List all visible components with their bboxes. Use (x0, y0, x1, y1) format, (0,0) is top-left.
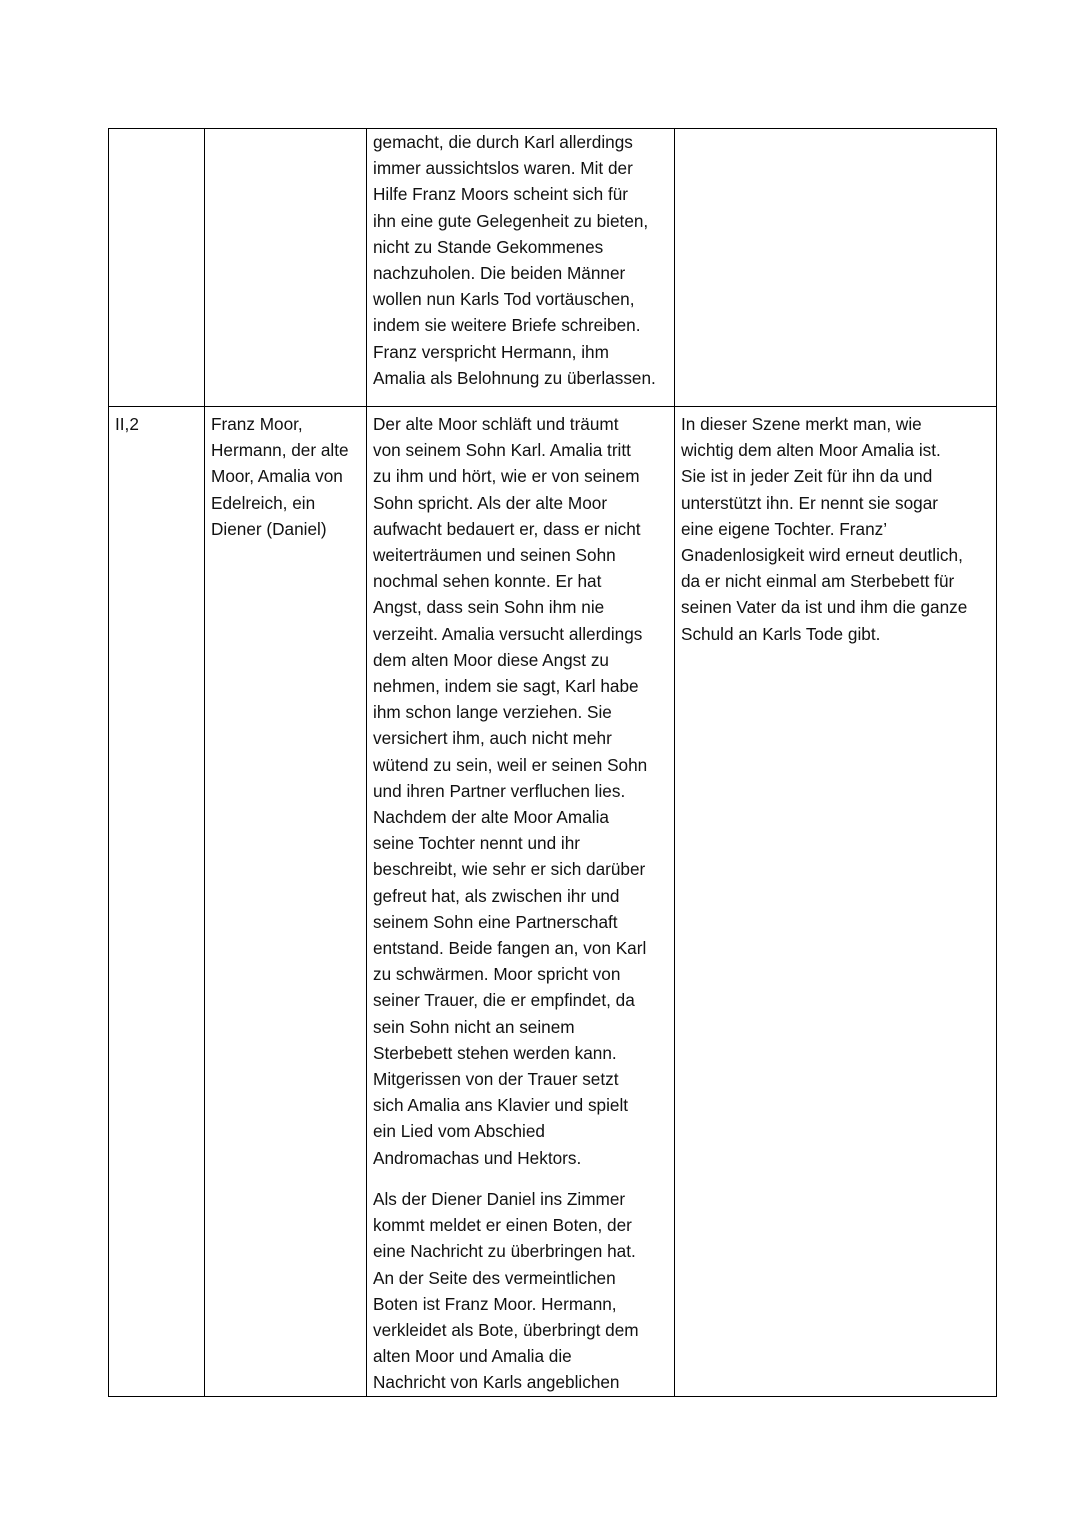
content-cell (367, 407, 675, 1397)
table-row (109, 129, 997, 407)
analysis-cell (675, 407, 997, 1397)
scene-cell (109, 407, 205, 1397)
persons-text: Franz Moor, Hermann, der alte Moor, Amalia von Edelreich, ein Diener (Daniel) (211, 414, 349, 539)
content-paragraph: Als der Diener Daniel ins Zimmer kommt meldet er einen Boten, der eine Nachricht zu überbringen hat. An der Seite des vermeintlichen Boten ist Franz Moor. Hermann, verkleidet als Bote, überbringt dem alten Moor und Amalia die Nachricht von Karls angeblichen (373, 1188, 639, 1393)
analysis-text: In dieser Szene merkt man, wie wichtig dem alten Moor Amalia ist. Sie ist in jeder Zeit für ihn da und unterstützt ihn. Er nennt sie sogar eine eigene Tochter. Franz’ Gnadenlosigkeit wird erneut deutlich, da er nicht einmal am Sterbebett für seinen Vater da ist und ihm die ganze Schuld an Karls Tode gibt. (681, 414, 968, 644)
persons-cell (205, 129, 367, 407)
content-paragraph: Der alte Moor schläft und träumt von seinem Sohn Karl. Amalia tritt zu ihm und hört, wie er von seinem Sohn spricht. Als der alte Moor aufwacht bedauert er, dass er nicht weiterträumen und seinen Sohn nochmal sehen konnte. Er hat Angst, dass sein Sohn ihm nie verzeiht. Amalia versucht allerdings dem alten Moor diese Angst zu nehmen, indem sie sagt, Karl habe ihm schon lange verziehen. Sie versichert ihm, auch nicht mehr wütend zu sein, weil er seinen Sohn und ihren Partner verfluchen lies. Nachdem der alte Moor Amalia seine Tochter nennt und ihr beschreibt, wie sehr er sich darüber gefreut hat, als zwischen ihr und seinem Sohn eine Partnerschaft entstand. Beide fangen an, von Karl zu schwärmen. Moor spricht von seiner Trauer, die er empfindet, da sein Sohn nicht an seinem Sterbebett stehen werden kann. Mitgerissen von der Trauer setzt sich Amalia ans Klavier und spielt ein Lied vom Abschied Andromachas und Hektors. (373, 414, 648, 1168)
content-cell (367, 129, 675, 407)
analysis-cell (675, 129, 997, 407)
scene-summary-table (108, 128, 997, 1397)
scene-cell (109, 129, 205, 407)
content-paragraph: gemacht, die durch Karl allerdings immer aussichtslos waren. Mit der Hilfe Franz Moors scheint sich für ihn eine gute Gelegenheit zu bieten, nicht zu Stande Gekommenes nachzuholen. Die beiden Männer wollen nun Karls Tod vortäuschen, indem sie weitere Briefe schreiben. Franz verspricht Hermann, ihm Amalia als Belohnung zu überlassen. (373, 132, 656, 388)
scene-label: II,2 (115, 414, 139, 434)
table-row (109, 407, 997, 1397)
paragraph-gap (373, 1171, 668, 1186)
persons-cell (205, 407, 367, 1397)
